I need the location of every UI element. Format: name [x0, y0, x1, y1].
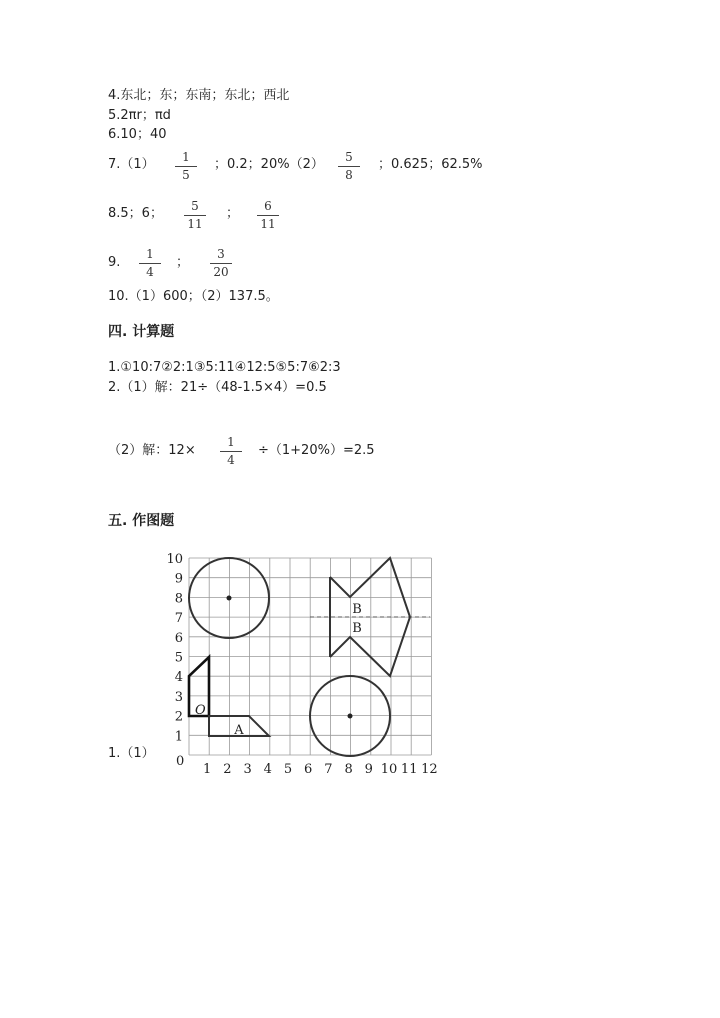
calc-line-3-suffix: ÷（1+20%）=2.5 — [258, 443, 375, 458]
shape-b-upper — [330, 558, 410, 617]
calc-line-3-prefix: （2）解：12× — [108, 443, 196, 458]
y-tick-label: 5 — [174, 650, 183, 666]
answer-9-middle: ； — [176, 255, 190, 270]
answer-8-fraction-1: 5 11 — [182, 200, 208, 231]
x-tick-label: 5 — [283, 762, 293, 777]
y-tick-label: 6 — [174, 630, 183, 646]
section-4-title: 四. 计算题 — [108, 324, 175, 340]
y-tick-label: 1 — [174, 729, 183, 745]
calc-line-2: 2.（1）解：21÷（48-1.5×4）=0.5 — [108, 380, 327, 395]
shape-b-lower — [330, 617, 410, 676]
calc-line-3-fraction: 1 4 — [218, 436, 244, 467]
y-tick-label: 2 — [174, 709, 183, 725]
x-tick-label: 6 — [304, 762, 313, 777]
label-a: A — [234, 723, 244, 738]
x-tick-label: 4 — [263, 762, 272, 777]
answer-7-fraction-1: 1 5 — [173, 151, 199, 182]
y-tick-label: 4 — [174, 670, 183, 686]
x-tick-label: 10 — [380, 762, 398, 777]
answer-9-prefix: 9. — [108, 255, 121, 270]
answer-7-middle: ；0.2；20%（2） — [214, 157, 324, 172]
y-tick-label: 7 — [174, 611, 183, 627]
grid-figure — [160, 550, 450, 780]
answer-7-suffix: ；0.625；62.5% — [378, 157, 483, 172]
section-5-title: 五. 作图题 — [108, 513, 175, 529]
x-tick-label: 12 — [421, 762, 438, 777]
y-tick-label: 10 — [166, 552, 183, 567]
circle-center-dot-upper — [227, 596, 232, 601]
y-tick-label: 9 — [174, 571, 183, 587]
circle-center-dot-lower — [348, 714, 353, 719]
label-b-bottom: B — [352, 621, 362, 636]
x-tick-label: 11 — [400, 762, 418, 777]
answer-6: 6.10；40 — [108, 127, 167, 142]
answer-4: 4.东北；东；东南；东北；西北 — [108, 88, 290, 103]
answer-7-prefix: 7.（1） — [108, 157, 155, 172]
label-o: O — [195, 703, 206, 718]
origin-label: 0 — [176, 754, 185, 769]
x-tick-label: 3 — [243, 762, 252, 777]
x-tick-label: 7 — [324, 762, 333, 777]
answer-5: 5.2πr；πd — [108, 108, 171, 123]
x-axis-ticks — [203, 762, 438, 777]
answer-9-fraction-2: 3 20 — [208, 248, 234, 279]
answer-7-fraction-2: 5 8 — [336, 151, 362, 182]
label-b-top: B — [352, 602, 362, 617]
answer-8-prefix: 8.5；6； — [108, 206, 163, 221]
answer-9-fraction-1: 1 4 — [137, 248, 163, 279]
answer-8-middle: ； — [226, 206, 240, 221]
y-axis-ticks — [166, 552, 183, 744]
x-tick-label: 2 — [223, 762, 232, 777]
calc-line-1: 1.①10:7②2:1③5:11④12:5⑤5:7⑥2:3 — [108, 360, 341, 375]
y-tick-label: 8 — [174, 591, 183, 607]
answer-8-fraction-2: 6 11 — [255, 200, 281, 231]
x-tick-label: 9 — [364, 762, 373, 777]
drawing-item-label: 1.（1） — [108, 746, 155, 761]
y-tick-label: 3 — [174, 689, 183, 705]
x-tick-label: 1 — [203, 762, 212, 777]
answer-10: 10.（1）600；（2）137.5。 — [108, 289, 279, 304]
x-tick-label: 8 — [344, 762, 353, 777]
